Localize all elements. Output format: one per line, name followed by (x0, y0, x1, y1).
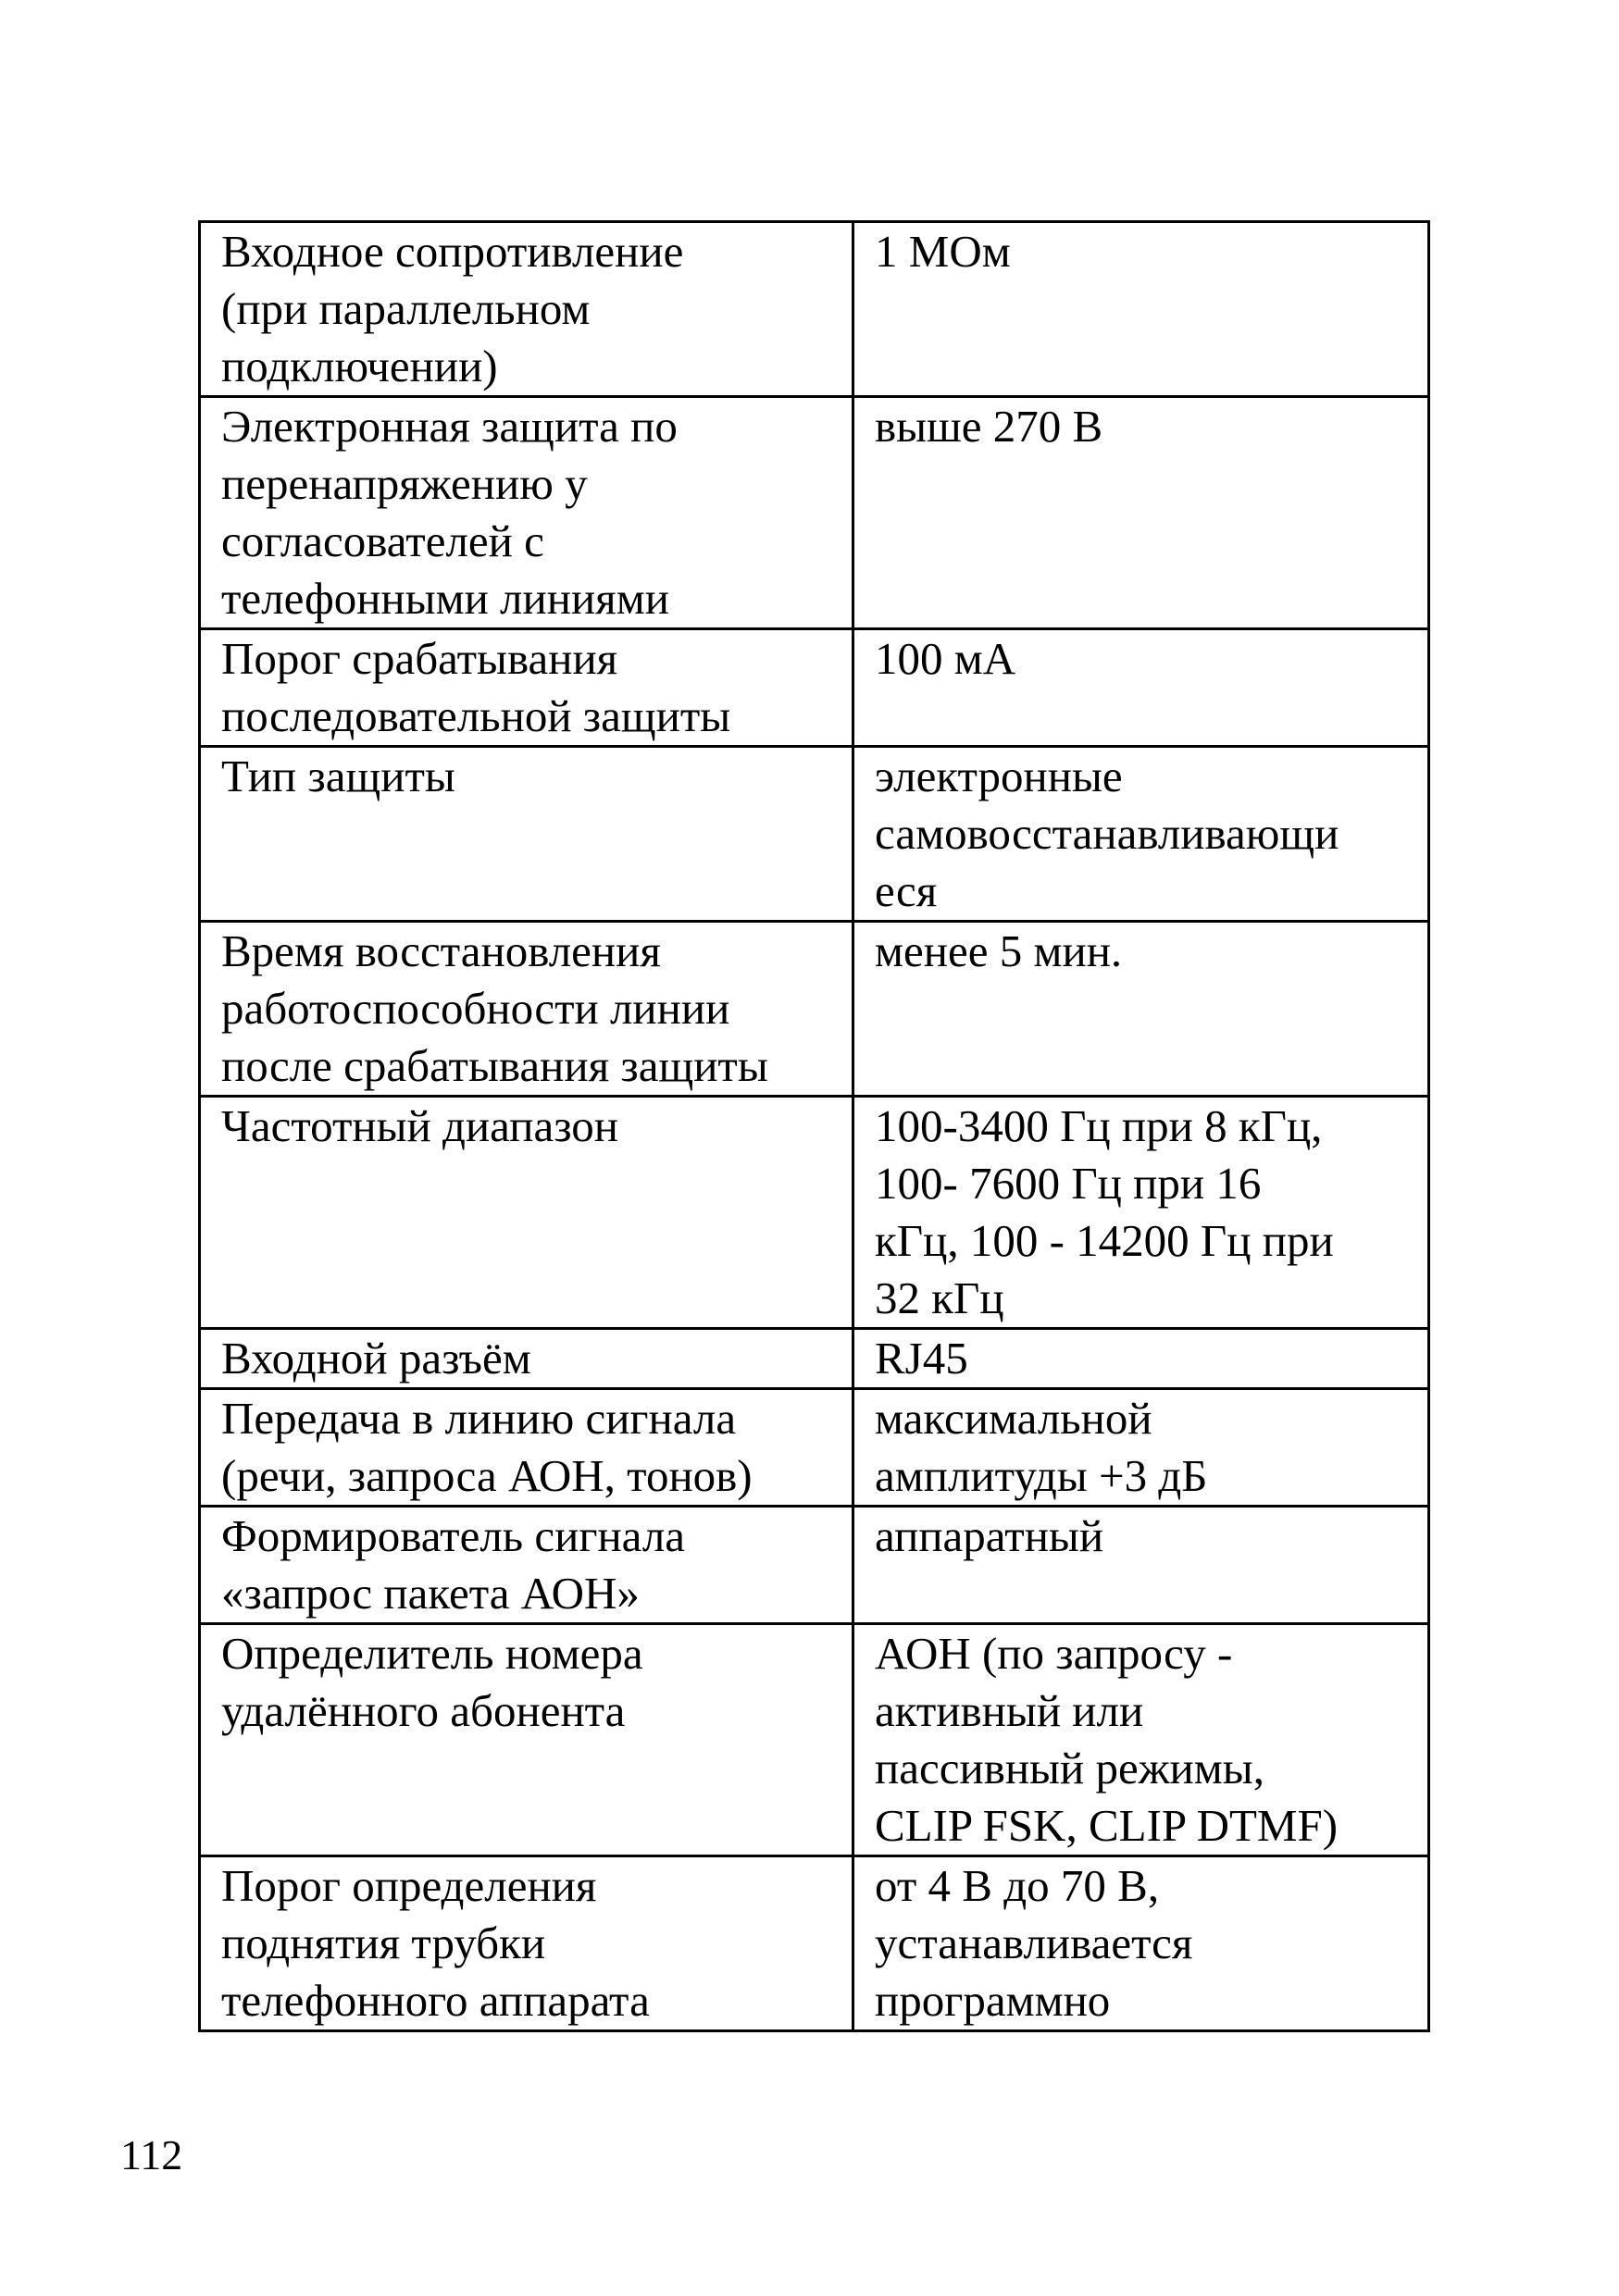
table-row (200, 1624, 1429, 1856)
value-series-protection-threshold: 100 мА (853, 629, 1429, 747)
table-row (200, 747, 1429, 922)
value-caller-id: АОН (по запросу - активный или пассивный режимы, CLIP FSK, CLIP DTMF) (853, 1624, 1429, 1856)
page-number: 112 (120, 2131, 183, 2178)
param-input-connector: Входной разъём (200, 1329, 853, 1389)
table-row (200, 1097, 1429, 1329)
param-input-resistance: Входное сопротивление (при параллельном подключении) (200, 222, 853, 397)
table-row (200, 1507, 1429, 1624)
value-input-connector: RJ45 (853, 1329, 1429, 1389)
value-overvoltage-protection: выше 270 В (853, 397, 1429, 629)
param-caller-id: Определитель номера удалённого абонента (200, 1624, 853, 1856)
table-row (200, 1856, 1429, 2031)
table-row (200, 222, 1429, 397)
value-offhook-threshold: от 4 В до 70 В, устанавливается программно (853, 1856, 1429, 2031)
param-offhook-threshold: Порог определения поднятия трубки телефонного аппарата (200, 1856, 853, 2031)
value-input-resistance: 1 МОм (853, 222, 1429, 397)
param-series-protection-threshold: Порог срабатывания последовательной защиты (200, 629, 853, 747)
param-recovery-time: Время восстановления работоспособности линии после срабатывания защиты (200, 922, 853, 1097)
table-row (200, 1329, 1429, 1389)
param-protection-type: Тип защиты (200, 747, 853, 922)
specifications-table (198, 220, 1430, 2032)
value-recovery-time: менее 5 мин. (853, 922, 1429, 1097)
param-overvoltage-protection: Электронная защита по перенапряжению у согласователей с телефонными линиями (200, 397, 853, 629)
table-row (200, 397, 1429, 629)
value-line-signal-transmission: максимальной амплитуды +3 дБ (853, 1389, 1429, 1507)
table-row (200, 922, 1429, 1097)
value-aon-request-generator: аппаратный (853, 1507, 1429, 1624)
value-frequency-range: 100-3400 Гц при 8 кГц, 100- 7600 Гц при 16 кГц, 100 - 14200 Гц при 32 кГц (853, 1097, 1429, 1329)
param-aon-request-generator: Формирователь сигнала «запрос пакета АОН» (200, 1507, 853, 1624)
value-protection-type: электронные самовосстанавливающи еся (853, 747, 1429, 922)
param-line-signal-transmission: Передача в линию сигнала (речи, запроса АОН, тонов) (200, 1389, 853, 1507)
table-row (200, 1389, 1429, 1507)
param-frequency-range: Частотный диапазон (200, 1097, 853, 1329)
table-row (200, 629, 1429, 747)
